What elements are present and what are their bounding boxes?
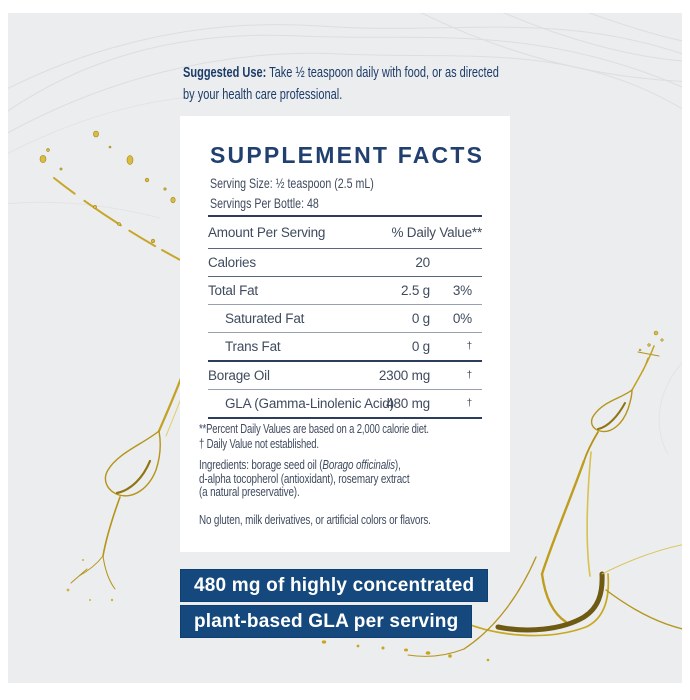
supplement-facts-panel: [180, 116, 510, 552]
allergen-text: No gluten, milk derivatives, or artificial colors or flavors.: [199, 512, 431, 527]
suggested-use-text: Take ½ teaspoon daily with food, or as directed: [266, 65, 499, 81]
facts-table: [208, 215, 482, 419]
oil-splash-left-icon: [67, 362, 193, 601]
table-row-trans-fat: [208, 333, 482, 362]
row-label: Trans Fat: [225, 339, 281, 354]
row-amount: 2300 mg: [378, 368, 430, 383]
row-daily-value: †: [466, 370, 472, 381]
allergen-statement: [199, 512, 504, 527]
row-label: Saturated Fat: [225, 311, 305, 326]
ingredients-latin-name: Borago officinalis: [322, 457, 395, 472]
table-row-saturated-fat: [208, 305, 482, 333]
panel-title: SUPPLEMENT FACTS: [210, 142, 485, 168]
row-daily-value: 0%: [452, 311, 472, 326]
footnote-dagger: † Daily Value not established.: [199, 437, 319, 451]
servings-per-bottle: Servings Per Bottle: 48: [210, 195, 319, 211]
footnotes: [199, 422, 501, 452]
ingredients-text: [199, 458, 476, 499]
ingredients-post: ),: [394, 457, 401, 472]
table-row-borage-oil: [208, 362, 482, 390]
row-daily-value: †: [466, 341, 472, 352]
row-daily-value: †: [466, 398, 472, 409]
ingredients-pre: Ingredients: borage seed oil (: [199, 457, 323, 472]
serving-info: [210, 173, 426, 213]
row-amount: 2.5 g: [400, 283, 430, 298]
daily-value-header: % Daily Value**: [391, 225, 482, 240]
ingredients-line1: [199, 458, 409, 472]
table-header-row: [208, 217, 482, 249]
suggested-use-label: Suggested Use:: [183, 65, 267, 81]
claim-banner-line2: plant-based GLA per serving: [180, 605, 472, 638]
table-row-gla: [208, 390, 482, 419]
suggested-use-line1: [183, 62, 499, 84]
row-label: GLA (Gamma-Linolenic Acid): [225, 396, 394, 411]
amount-per-serving-header: Amount Per Serving: [208, 225, 326, 240]
row-amount: 20: [415, 255, 430, 270]
oil-droplets-bottom-icon: [322, 640, 490, 661]
row-amount: 0 g: [411, 339, 430, 354]
table-row-calories: [208, 249, 482, 277]
row-label: Total Fat: [208, 283, 258, 298]
row-daily-value: 3%: [452, 283, 472, 298]
footnote-percent-dv: **Percent Daily Values are based on a 2,000 calorie diet.: [199, 422, 429, 436]
ingredients-line2: d-alpha tocopherol (antioxidant), rosemary extract: [199, 470, 410, 486]
claim-banner-line1: 480 mg of highly concentrated: [180, 569, 488, 602]
row-label: Borage Oil: [208, 368, 270, 383]
row-amount: 0 g: [411, 311, 430, 326]
suggested-use: [183, 62, 599, 106]
suggested-use-line2: by your health care professional.: [183, 87, 343, 103]
ingredients-line3: (a natural preservative).: [199, 484, 300, 499]
row-amount: 480 mg: [386, 396, 430, 411]
table-row-total-fat: [208, 277, 482, 305]
serving-size: Serving Size: ½ teaspoon (2.5 mL): [210, 175, 374, 191]
background: [8, 13, 682, 683]
oil-droplets-top-left-icon: [40, 131, 186, 263]
row-label: Calories: [208, 255, 256, 270]
